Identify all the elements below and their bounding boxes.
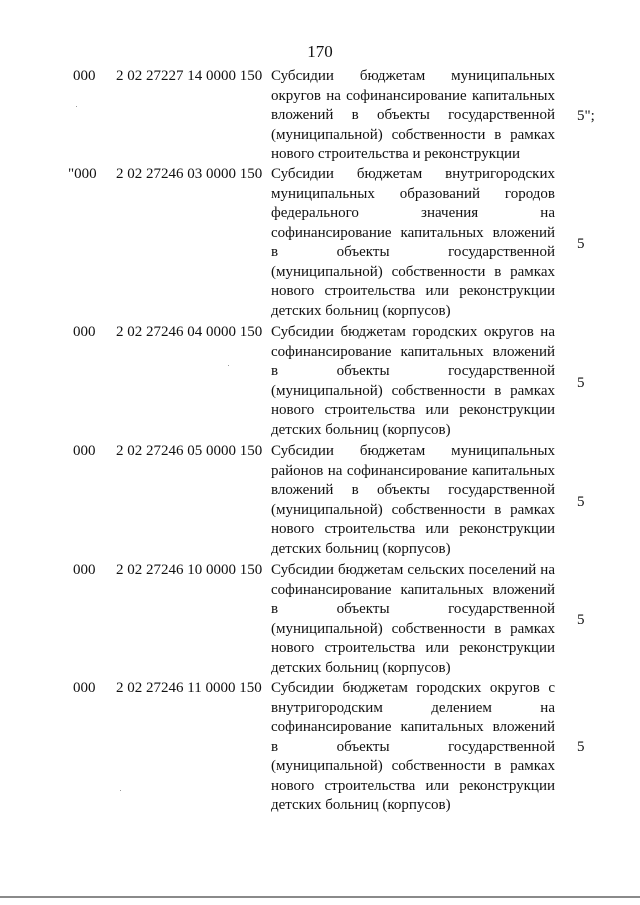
- row-kbk-code: 2 02 27246 05 0000 150: [116, 443, 263, 459]
- row-kbk-code: 2 02 27246 11 0000 150: [116, 680, 262, 696]
- row-code: 000: [73, 680, 96, 696]
- row-description: Субсидии бюджетам сельских поселений на софинансирование капитальных вложений в объекты государственной (муниципальной) собственности в рамках нового строительства или реконструкции детских больниц (корпусов): [271, 562, 555, 676]
- row-kbk-code: 2 02 27246 03 0000 150: [116, 166, 263, 182]
- scan-artifact: [228, 365, 229, 366]
- row-code: 000: [73, 324, 96, 340]
- row-code: "000: [68, 166, 97, 182]
- row-value: 5: [577, 375, 585, 391]
- scan-artifact: [76, 106, 77, 107]
- scan-artifact: [120, 790, 121, 791]
- row-description: Субсидии бюджетам муниципальных районов на софинансирование капитальных вложений в объекты государственной (муниципальной) собственности в рамках нового строительства или реконструкции детских больниц (корпусов): [271, 443, 555, 557]
- row-description: Субсидии бюджетам городских округов на софинансирование капитальных вложений в объекты государственной (муниципальной) собственности в рамках нового строительства или реконструкции детских больниц (корпусов): [271, 324, 555, 438]
- page-number: 170: [307, 42, 333, 61]
- row-code: 000: [73, 443, 96, 459]
- row-description: Субсидии бюджетам муниципальных округов на софинансирование капитальных вложений в объекты государственной (муниципальной) собственности в рамках нового строительства и реконструкции: [271, 68, 555, 162]
- row-kbk-code: 2 02 27246 04 0000 150: [116, 324, 263, 340]
- row-value: 5: [577, 612, 585, 628]
- scan-bottom-edge: [0, 896, 640, 898]
- row-value: 5: [577, 494, 585, 510]
- row-kbk-code: 2 02 27227 14 0000 150: [116, 68, 263, 84]
- row-code: 000: [73, 562, 96, 578]
- row-value: 5: [577, 236, 585, 252]
- row-description: Субсидии бюджетам городских округов с внутригородским делением на софинансирование капитальных вложений в объекты государственной (муниципальной) собственности в рамках нового строительства или реконструкции детских больниц (корпусов): [271, 680, 555, 813]
- row-value: 5";: [577, 108, 595, 124]
- row-description: Субсидии бюджетам внутригородских муниципальных образований городов федерального значения на софинансирование капитальных вложений в объекты государственной (муниципальной) собственности в рамках нового строительства или реконструкции детских больниц (корпусов): [271, 166, 555, 319]
- row-kbk-code: 2 02 27246 10 0000 150: [116, 562, 263, 578]
- row-value: 5: [577, 739, 585, 755]
- row-code: 000: [73, 68, 96, 84]
